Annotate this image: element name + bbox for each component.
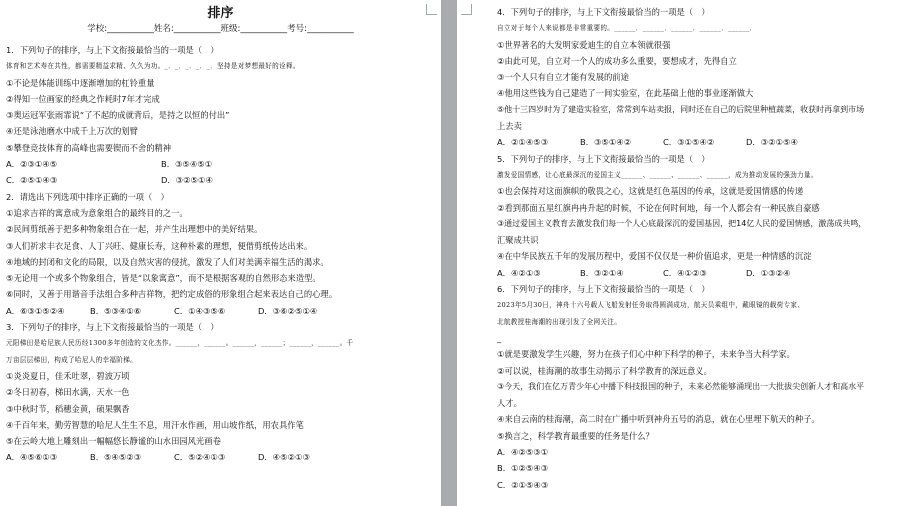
sentence-option: ④地域的封闭和文化的局限，以及自然灾害的侵扰，激发了人们对美满幸福生活的渴求。 — [6, 256, 329, 267]
page-gap — [441, 0, 457, 506]
question-intro-cont: 北航教授桂海潮的出现引发了全网关注。 — [497, 317, 622, 326]
sentence-option: ⑤在云岭大地上雕刻出一幅幅悠长静谧的山水田园风光画卷 — [6, 436, 221, 447]
answer-choice-a[interactable]: A．⑥③①⑤②④ — [6, 305, 65, 316]
sentence-option: ⑤攀登竞技体育的高峰也需要锲而不舍的精神 — [6, 142, 172, 153]
sentence-option: ①炎炎夏日，佳禾吐翠，碧波万顷 — [6, 370, 130, 381]
question-4 — [497, 4, 894, 151]
page-corner-mark — [426, 4, 437, 15]
answer-choice-b[interactable]: B．⑤③④①⑥ — [90, 305, 142, 316]
question-5 — [497, 151, 894, 281]
sentence-option: ①就是要激发学生兴趣，努力在孩子们心中种下科学的种子，未来争当大科学家。 — [497, 349, 795, 360]
sentence-option: ④来自云南的桂海潮，高二时在广播中听到神舟五号的消息，就在心里埋下航天的种子。 — [497, 414, 820, 425]
answer-choice-b[interactable]: B．①②⑤④③ — [497, 463, 549, 474]
sentence-option: ③一个人只有自立才能有发展的前途 — [497, 72, 629, 83]
sentence-option: ④千百年来，勤劳智慧的哈尼人生生不息，用汗水作画，用山坡作纸，用农具作笔 — [6, 419, 304, 430]
answer-choice-c[interactable]: C．⑤②④①③ — [174, 452, 226, 463]
blank-dash: _ — [497, 332, 502, 343]
question-2 — [6, 189, 435, 319]
sentence-option: ⑥同时，又善于用谐音手法组合多种吉祥物，把约定成俗的形象组合起来表达自己的心理。 — [6, 289, 338, 300]
sentence-option: ③人们祈求丰衣足食、人丁兴旺、健康长寿，这种朴素的理想，便借剪纸传达出来。 — [6, 240, 313, 251]
sentence-option: ①也会保持对这面旗帜的敬畏之心，这就是红色基因的传承，这就是爱国情感的传递 — [497, 186, 804, 197]
question-3 — [6, 319, 435, 466]
answer-choice-c[interactable]: C．②①⑤④③ — [497, 479, 549, 490]
question-intro: 自立对于每个人来说都是非常重要的。______．______．______．______．______． — [497, 24, 757, 33]
sentence-option: ④在中华民族五千年的发展历程中，爱国不仅仅是一种价值追求，更是一种情感的沉淀 — [497, 251, 812, 262]
answer-choice-c[interactable]: C．③①⑤④② — [663, 137, 715, 148]
question-intro-cont: 万亩层层梯田，构成了哈尼人的幸福阶梯。 — [6, 355, 137, 364]
sentence-option: ③奥运冠军张雨霏说“了不起的成就背后，是持之以恒的付出” — [6, 110, 230, 121]
answer-choices — [6, 156, 435, 172]
sentence-option: ④还是泳池磨水中成千上万次的划臂 — [6, 126, 138, 137]
answer-choice-d[interactable]: D．③②⑤①④ — [161, 175, 213, 186]
answer-choice-c[interactable]: C．②⑤①④③ — [6, 175, 58, 186]
sentence-option: ⑤换言之，科学教育最重要的任务是什么？ — [497, 430, 654, 441]
sentence-option-cont: 上去卖 — [497, 121, 522, 132]
question-6 — [497, 281, 894, 493]
answer-choice-a[interactable]: A．④⑤⑥①③ — [6, 452, 58, 463]
answer-choice-b[interactable]: B．③⑤④⑤① — [161, 159, 213, 170]
sentence-option: ②民间剪纸善于把多种物象组合在一起，并产生出理想中的美好结果。 — [6, 224, 263, 235]
sentence-option: ③今天，我们在亿万青少年心中播下科技报国的种子，未来必然能够涌现出一大批拔尖创新人才和高水平 — [497, 381, 865, 391]
sentence-option: ⑤他十三四岁时为了建造实验室，常常到车站卖报，同时还在自己的后院里种植蔬菜，收获时再拿到市场 — [497, 104, 865, 114]
sentence-option: ④他用这些钱为自己建造了一间实验室，在此基础上他的事业逐渐做大 — [497, 88, 754, 99]
question-1 — [6, 42, 435, 189]
answer-choice-d[interactable]: D．④⑤②①③ — [258, 452, 310, 463]
question-stem: 2．请选出下列选项中排序正确的一项（ ） — [6, 191, 169, 202]
answer-choice-a[interactable]: A．④②⑤③① — [497, 447, 549, 458]
sentence-option: ①世界著名的大发明家爱迪生的自立本领就很强 — [497, 39, 671, 50]
question-stem: 6．下列句子的排序，与上下文衔接最恰当的一项是（ ） — [497, 284, 710, 295]
answer-choice-b[interactable]: B．③②①④ — [580, 267, 624, 278]
question-intro: 体育和艺术寿在共性，都需要精益求精、久久为功。_．_．_．_．_．坚持是对梦想最好的诠释。 — [6, 62, 300, 71]
answer-choice-a[interactable]: A．②①④⑤③ — [497, 137, 549, 148]
question-intro: 激发爱国情感，让心底最深沉的爱国主义______、______、______、______，成为推动发展的强劲力量。 — [497, 170, 818, 179]
answer-choice-d[interactable]: D．③②①⑤④ — [746, 137, 798, 148]
student-info-line: 学校:___________姓名:___________班级:___________考号:___________ — [87, 24, 354, 34]
answer-choice-d[interactable]: D．③⑥②⑤①④ — [258, 305, 318, 316]
document-page-left — [0, 0, 441, 506]
sentence-option: ③中秋时节，稻穗金黄，硕果飘香 — [6, 403, 130, 414]
question-stem: 4．下列句子的排序，与上下文衔接最恰当的一项是（ ） — [497, 7, 710, 17]
answer-choices — [6, 172, 435, 188]
answer-choices — [497, 265, 894, 281]
page-title: 排序 — [207, 6, 234, 21]
sentence-option: ②由此可见，自立对一个人的成功多么重要，要想成才，先得自立 — [497, 55, 737, 66]
sentence-option: ②得知一位画家的经典之作耗时7年才完成 — [6, 93, 160, 104]
sentence-option: ②冬日初春，梯田水满，天水一色 — [6, 387, 130, 398]
question-stem: 5．下列句子的排序，与上下文衔接最恰当的一项是（ ） — [497, 153, 710, 164]
document-page-right — [457, 0, 900, 506]
sentence-option: ①追求吉祥的寓意成为意象组合的最终目的之一。 — [6, 207, 188, 218]
question-stem: 3．下列句子的排序，与上下文衔接最恰当的一项是（ ） — [6, 322, 219, 333]
sentence-option: ②看到那面五星红旗冉冉升起的时候，不论在何时何地，每一个人都会有一种民族自豪感 — [497, 202, 820, 213]
answer-choice-b[interactable]: B．⑤④⑤②③ — [90, 452, 142, 463]
answer-choice-d[interactable]: D．①③②④ — [746, 267, 791, 278]
question-intro: 2023年5月30日，神舟十六号载人飞船发射任务取得圆满成功，航天员乘组中，戴眼镜的载荷专家、 — [497, 301, 805, 310]
answer-choices — [6, 303, 435, 319]
answer-choice-b[interactable]: B．③⑤①④② — [580, 137, 632, 148]
answer-choices — [497, 134, 894, 150]
answer-choice-c[interactable]: C．④①②③ — [663, 267, 707, 278]
question-intro: 元阳梯田是哈尼族人民历经1300多年创造的文化杰作。______，______。______，______；______，______。千 — [6, 339, 354, 348]
answer-choices — [6, 449, 435, 465]
question-stem: 1．下列句子的排序，与上下文衔接最恰当的一项是（ ） — [6, 45, 219, 55]
answer-choice-c[interactable]: C．①④③⑤⑥ — [174, 305, 226, 316]
answer-choice-a[interactable]: A．②③①④⑤ — [6, 159, 58, 170]
sentence-option-cont: 人才。 — [497, 398, 522, 409]
sentence-option: ②可以说，桂海潮的故事生动揭示了科学教育的深远意义。 — [497, 365, 712, 376]
sentence-option: ③通过爱国主义教育去激发我们每一个人心底最深沉的爱国基因，把14亿人民的爱国情感，激荡成共鸣， — [497, 218, 867, 228]
answer-choice-a[interactable]: A．④②①③ — [497, 267, 541, 278]
sentence-option-cont: 汇聚成共识 — [497, 235, 539, 246]
sentence-option: ①不论是体能训练中逐渐增加的杠铃重量 — [6, 77, 155, 88]
sentence-option: ⑤无论用一个或多个物象组合，皆是“以象寓意”，而不是根据客观的自然形态来造型。 — [6, 273, 321, 284]
page-corner-mark — [461, 4, 472, 15]
